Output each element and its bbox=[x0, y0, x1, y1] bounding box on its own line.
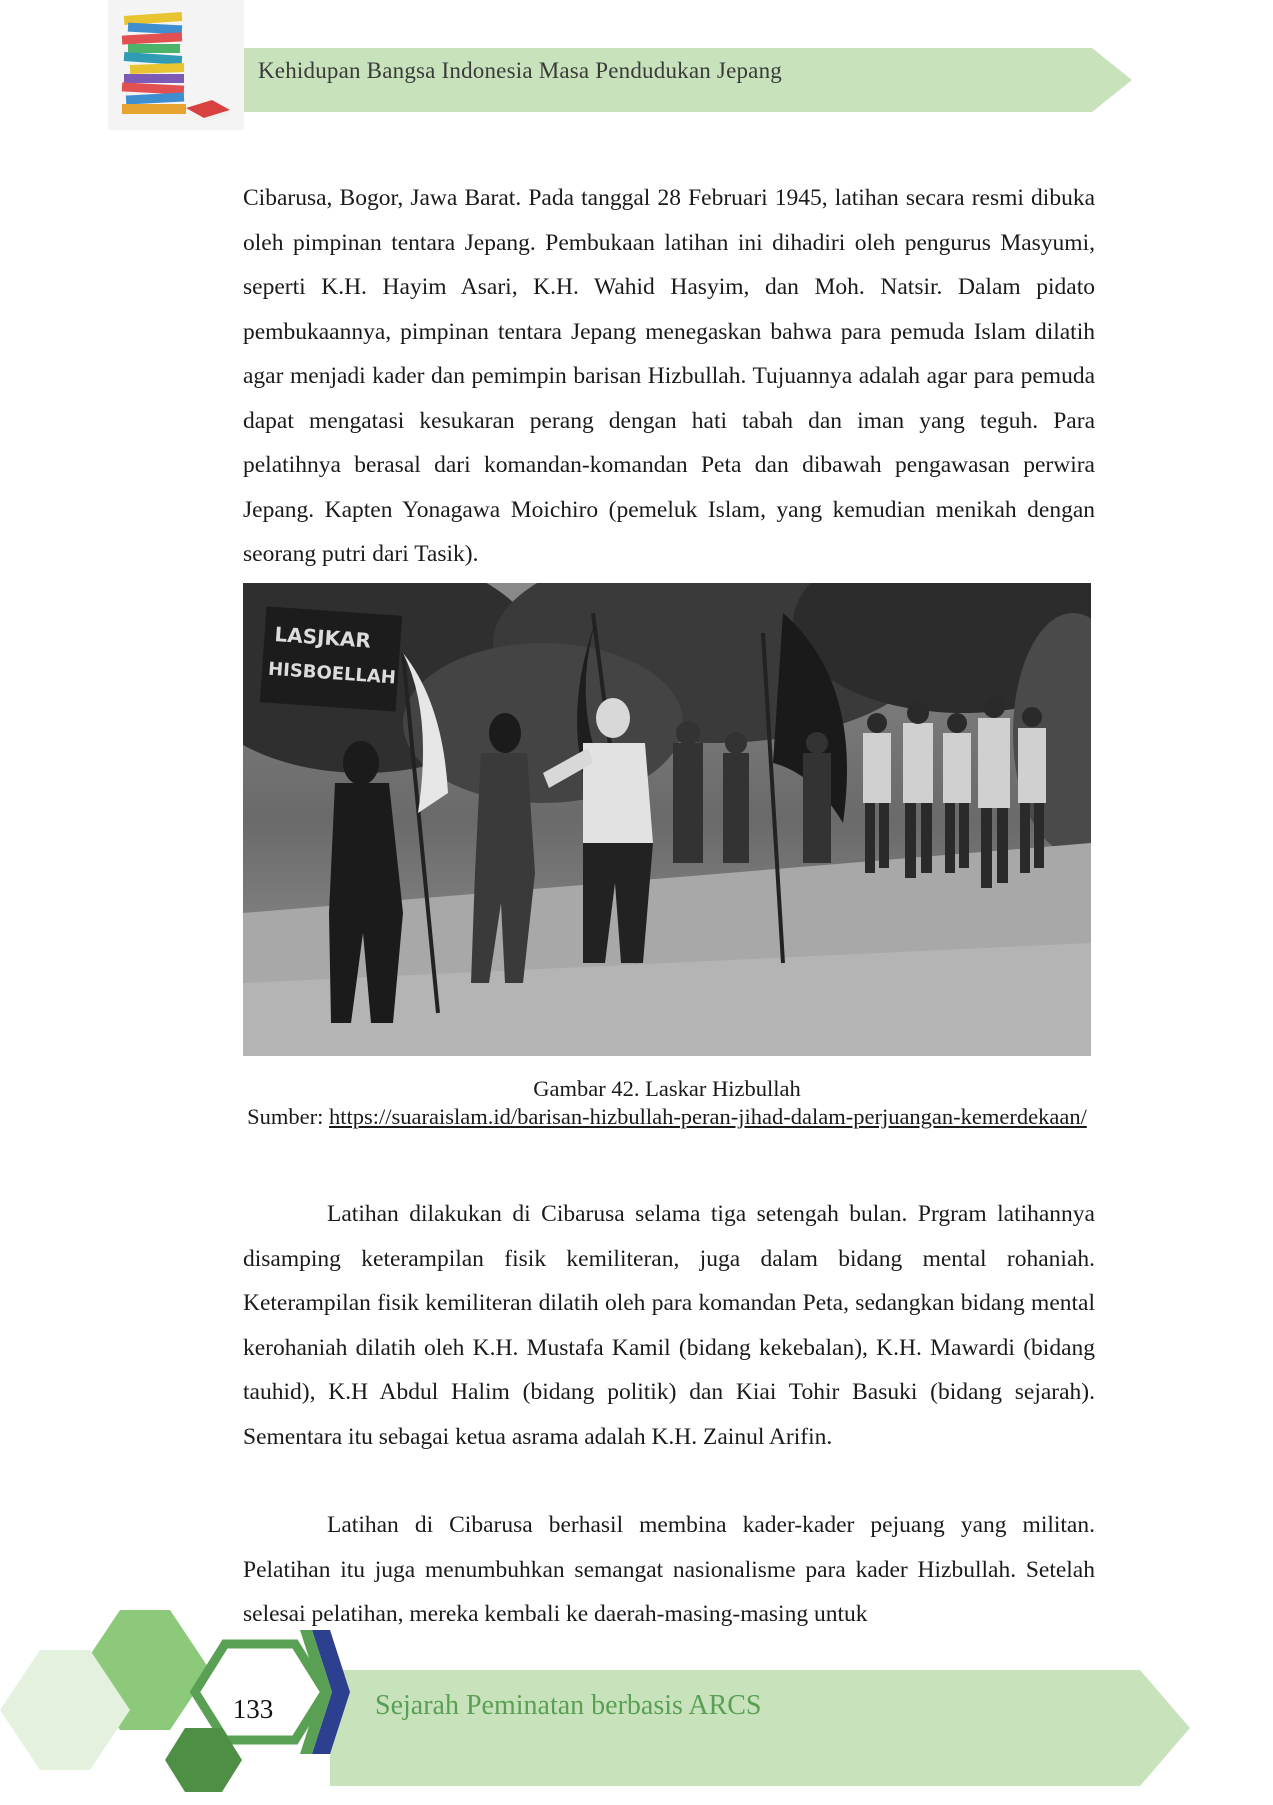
figure-source bbox=[243, 1103, 1091, 1130]
paragraph-3: Latihan di Cibarusa berhasil membina kader-kader pejuang yang militan. Pelatihan itu juga menumbuhkan semangat nasionalisme para kader Hizbullah. Setelah selesai pelatihan, mereka kembali ke daerah-masing-masing untuk bbox=[243, 1512, 1095, 1627]
banner-text-line1: LASJKAR bbox=[273, 622, 372, 653]
photo-laskar-hizbullah bbox=[243, 583, 1091, 1056]
banner-text-line2: HISBOELLAH bbox=[267, 658, 397, 689]
paragraph-1: Cibarusa, Bogor, Jawa Barat. Pada tanggal 28 Februari 1945, latihan secara resmi dibuka oleh pimpinan tentara Jepang. Pembukaan latihan ini dihadiri oleh pengurus Masyumi, seperti K.H. Hayim Asari, K.H. Wahid Hasyim, dan Moh. Natsir. Dalam pidato pembukaannya, pimpinan tentara Jepang menegaskan bahwa para pemuda Islam dilatih agar menjadi kader dan pemimpin barisan Hizbullah. Tujuannya adalah agar para pemuda dapat mengatasi kesukaran perang dengan hati tabah dan iman yang teguh. Para pelatihnya berasal dari komandan-komandan Peta dan dibawah pengawasan perwira Jepang. Kapten Yonagawa Moichiro (pemeluk Islam, yang kemudian menikah dengan seorang putri dari Tasik). bbox=[243, 185, 1095, 567]
source-link[interactable]: https://suaraislam.id/barisan-hizbullah-peran-jihad-dalam-perjuangan-kemerdekaan/ bbox=[329, 1104, 1087, 1129]
header-title: Kehidupan Bangsa Indonesia Masa Pendudukan Jepang bbox=[258, 58, 782, 83]
footer-title: Sejarah Peminatan berbasis ARCS bbox=[375, 1690, 762, 1721]
paragraph-2: Latihan dilakukan di Cibarusa selama tiga setengah bulan. Prgram latihannya disamping keterampilan fisik kemiliteran, juga dalam bidang mental rohaniah. Keterampilan fisik kemiliteran dilatih oleh para komandan Peta, sedangkan bidang mental kerohaniah dilatih oleh K.H. Mustafa Kamil (bidang kekebalan), K.H. Mawardi (bidang tauhid), K.H Abdul Halim (bidang politik) dan Kiai Tohir Basuki (bidang sejarah). Sementara itu sebagai ketua asrama adalah K.H. Zainul Arifin. bbox=[243, 1201, 1095, 1450]
book-stack-icon bbox=[108, 0, 244, 130]
page-number: 133 bbox=[232, 1694, 274, 1724]
figure-caption: Gambar 42. Laskar Hizbullah bbox=[533, 1076, 801, 1101]
source-label: Sumber: bbox=[247, 1104, 330, 1129]
